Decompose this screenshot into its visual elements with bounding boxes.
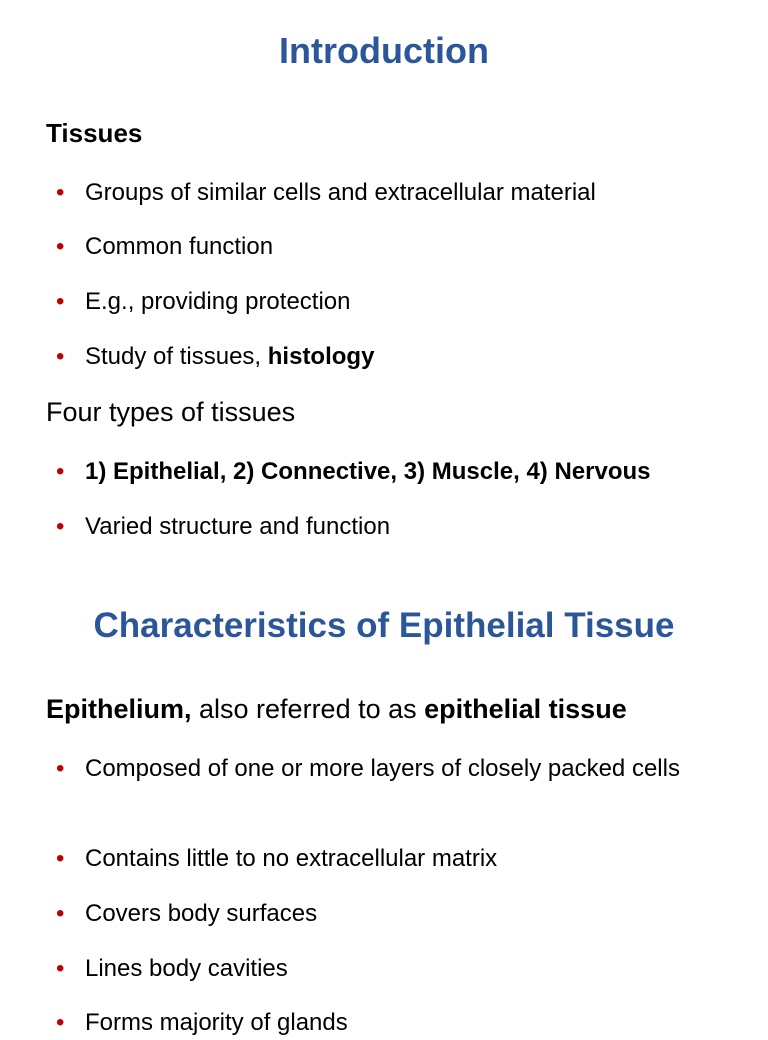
list-item [56,454,716,489]
list-item [56,284,716,319]
histology-term: histology [267,343,375,370]
list-item [56,951,716,986]
bullet-icon: • [56,955,65,982]
list-item [56,1005,716,1040]
list-item-text: Contains little to no extracellular matrix [85,845,498,872]
list-item [56,896,716,931]
list-item [56,339,716,374]
epithelial-tissue-term: epithelial tissue [424,694,627,724]
page-title-epithelial: Characteristics of Epithelial Tissue [93,606,675,645]
bullet-icon: • [56,1009,65,1036]
page-title-introduction: Introduction [279,30,489,71]
list-item-text: Lines body cavities [85,955,288,982]
list-item-text [85,339,716,374]
list-item [56,229,716,264]
list-item [56,841,716,876]
epithelium-term: Epithelium, [46,694,192,724]
list-item-text: Forms majority of glands [85,1009,348,1036]
four-types-heading: Four types of tissues [46,397,296,427]
epithelium-connector: also referred to as [191,694,425,724]
tissues-heading: Tissues [46,118,143,148]
bullet-icon: • [56,513,65,540]
bullet-icon: • [56,900,65,927]
bullet-icon: • [56,343,65,370]
histology-prefix: Study of tissues, [85,343,268,370]
bullet-icon: • [56,845,65,872]
bullet-icon: • [56,233,65,260]
bullet-icon: • [56,755,65,782]
bullet-icon: • [56,179,65,206]
list-item-text: Covers body surfaces [85,900,318,927]
list-item [56,509,716,544]
epithelium-heading [46,694,627,725]
list-item-text: Common function [85,233,274,260]
list-item [56,175,716,210]
list-item-text: Groups of similar cells and extracellular material [85,179,596,206]
bullet-icon: • [56,288,65,315]
tissue-types-list: 1) Epithelial, 2) Connective, 3) Muscle, 4) Nervous [85,458,651,485]
bullet-icon: • [56,458,65,485]
list-item-text: E.g., providing protection [85,288,351,315]
list-item-text: Composed of one or more layers of closely packed cells [85,755,680,782]
list-item-text: Varied structure and function [85,513,391,540]
list-item [56,751,716,786]
